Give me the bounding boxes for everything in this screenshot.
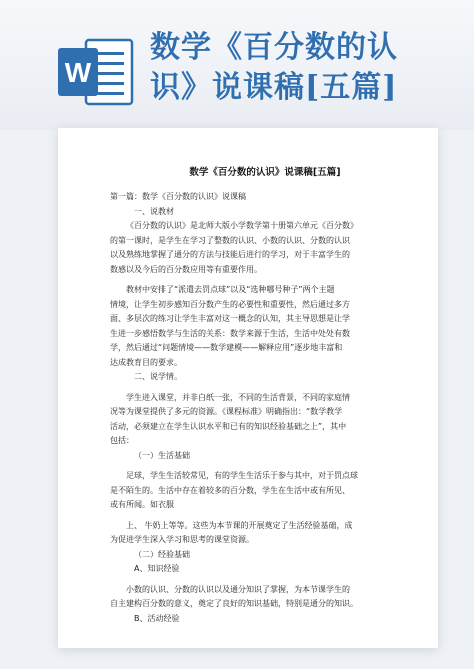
- text-line: 上、 牛奶上等等。这些为本节课的开展奠定了生活经验基础，成: [126, 520, 353, 530]
- text-line: A、知识经验: [134, 564, 180, 573]
- text-line: 小数的认识、分数的认识以及通分知识了掌握，为本节课学生的: [126, 584, 350, 594]
- text-line: 为促进学生深入学习和思考的课堂资源。: [110, 535, 254, 544]
- text-line: 面、多层次的练习让学生丰富对这一概念的认知，其主导思想是让学: [110, 314, 350, 323]
- text-line: 自主建构百分数的意义，奠定了良好的知识基础，特别是通分的知识。: [110, 599, 358, 608]
- word-icon: [56, 38, 134, 106]
- document-body: [110, 128, 420, 626]
- text-line: （一）生活基础: [134, 450, 190, 460]
- text-line: 是不陌生的。生活中存在着较多的百分数，学生在生活中或有所见、: [110, 485, 350, 495]
- text-line: 学生进入课堂，并非白纸一张，不同的生活背景，不同的家庭情: [126, 392, 350, 402]
- document-page: [58, 128, 438, 648]
- text-line: 第一篇：数学《百分数的认识》说课稿: [110, 192, 246, 201]
- text-line: 情境，让学生初步感知百分数产生的必要性和重要性，然后通过多方: [110, 299, 350, 309]
- text-line: 或有所闻。如衣服: [110, 500, 174, 509]
- paragraph-lines: [110, 190, 420, 626]
- text-line: 二、说学情。: [134, 372, 182, 381]
- banner-title-line-2: 识》说课稿[五篇]: [150, 70, 398, 105]
- text-line: 教材中安排了“派遣去罚点球”以及“选种哪号种子”两个主题: [126, 285, 335, 294]
- document-title-banner: [150, 28, 460, 108]
- banner-title-line-1: 数学《百分数的认: [150, 30, 398, 65]
- text-line: 生进一步感悟数学与生活的关系：数学来源于生活，生活中处处有数: [110, 328, 350, 338]
- text-line: 以及熟练地掌握了通分的方法与技能后进行的学习，对于丰富学生的: [110, 250, 350, 259]
- text-line: 达成教育目的要求。: [110, 357, 182, 367]
- paper-title: 数学《百分数的认识》说课稿[五篇]: [189, 167, 341, 178]
- text-line: 活动，必须建立在学生认识水平和已有的知识经验基础之上”，其中: [110, 421, 347, 431]
- text-line: （二）经验基础: [134, 549, 190, 559]
- svg-text:W: W: [64, 57, 92, 88]
- text-line: 一、说教材: [134, 206, 174, 216]
- text-line: 的第一课时，是学生在学习了整数的认识、小数的认识、分数的认识: [110, 235, 350, 245]
- text-line: 数感以及今后的百分数应用等有重要作用。: [110, 264, 262, 274]
- text-line: 足球，学生生活较常见，有的学生生活乐于参与其中，对于罚点球: [126, 471, 358, 480]
- text-line: 学，然后通过“问题情境——数学建模——解释应用”逐步地丰富和: [110, 343, 343, 352]
- text-line: 况等为课堂提供了多元的资源。《课程标准》明确指出：“数学教学: [110, 407, 343, 416]
- text-line: 包括：: [110, 436, 134, 445]
- text-line: 《百分数的认识》是北师大版小学数学第十册第六单元《百分数》: [126, 221, 358, 230]
- text-line: B、活动经验: [134, 613, 180, 623]
